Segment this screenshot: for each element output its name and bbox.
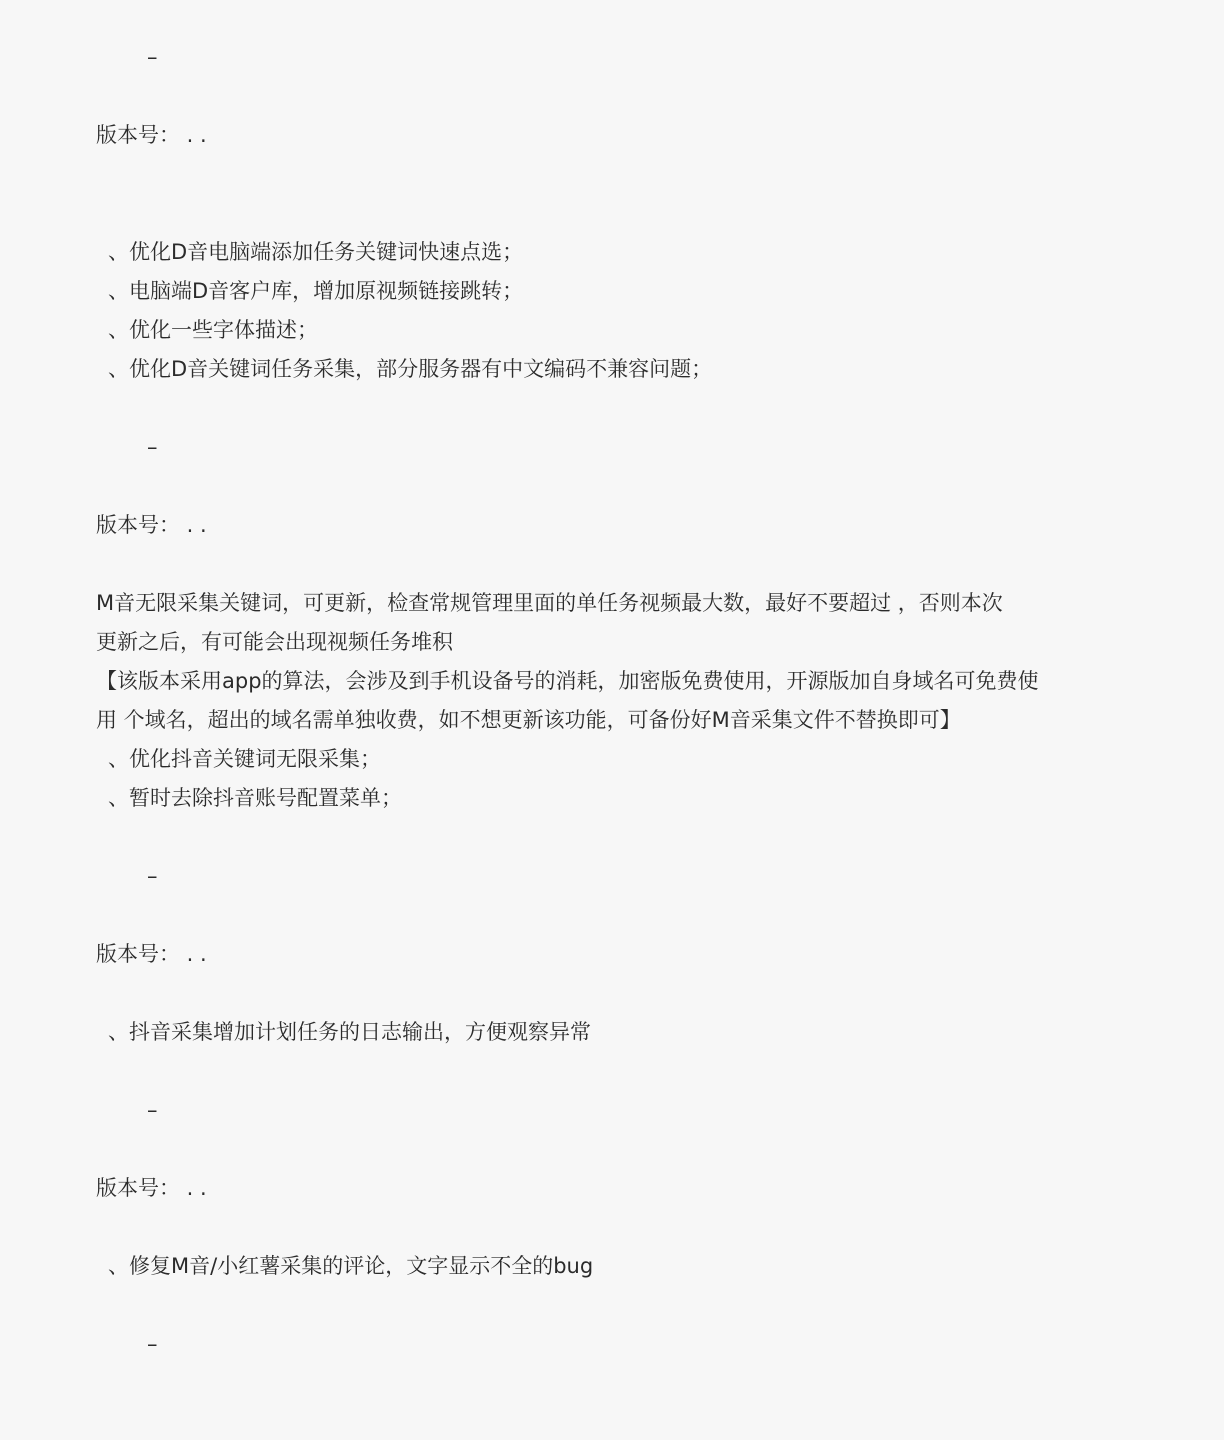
changelog-item: 、修复M音/小红薯采集的评论，文字显示不全的bug <box>108 1254 594 1278</box>
version-label: 版本号： . . <box>96 1176 207 1200</box>
date-dash: – <box>147 1098 158 1122</box>
changelog-item: 、优化一些字体描述； <box>108 318 318 342</box>
changelog-item: 、优化D音电脑端添加任务关键词快速点选； <box>108 240 524 264</box>
changelog-item: 、抖音采集增加计划任务的日志输出，方便观察异常 <box>108 1020 591 1044</box>
notice-paragraph: 【该版本采用app的算法，会涉及到手机设备号的消耗，加密版免费使用，开源版加自身域名可免费使 <box>96 669 1039 693</box>
changelog-item: 、优化抖音关键词无限采集； <box>108 747 381 771</box>
version-label: 版本号： . . <box>96 942 207 966</box>
version-label: 版本号： . . <box>96 123 207 147</box>
date-dash: – <box>147 1332 158 1356</box>
notice-paragraph: 用 个域名，超出的域名需单独收费，如不想更新该功能，可备份好M音采集文件不替换即可】 <box>96 708 961 732</box>
changelog-item: 、电脑端D音客户库，增加原视频链接跳转； <box>108 279 524 303</box>
date-dash: – <box>147 864 158 888</box>
date-dash: – <box>147 435 158 459</box>
date-dash: – <box>147 45 158 69</box>
notice-paragraph: M音无限采集关键词，可更新，检查常规管理里面的单任务视频最大数，最好不要超过 ，否则本次 <box>96 591 1003 615</box>
notice-paragraph: 更新之后，有可能会出现视频任务堆积 <box>96 630 453 654</box>
changelog-item: 、优化D音关键词任务采集，部分服务器有中文编码不兼容问题； <box>108 357 713 381</box>
changelog-item: 、暂时去除抖音账号配置菜单； <box>108 786 402 810</box>
version-label: 版本号： . . <box>96 513 207 537</box>
